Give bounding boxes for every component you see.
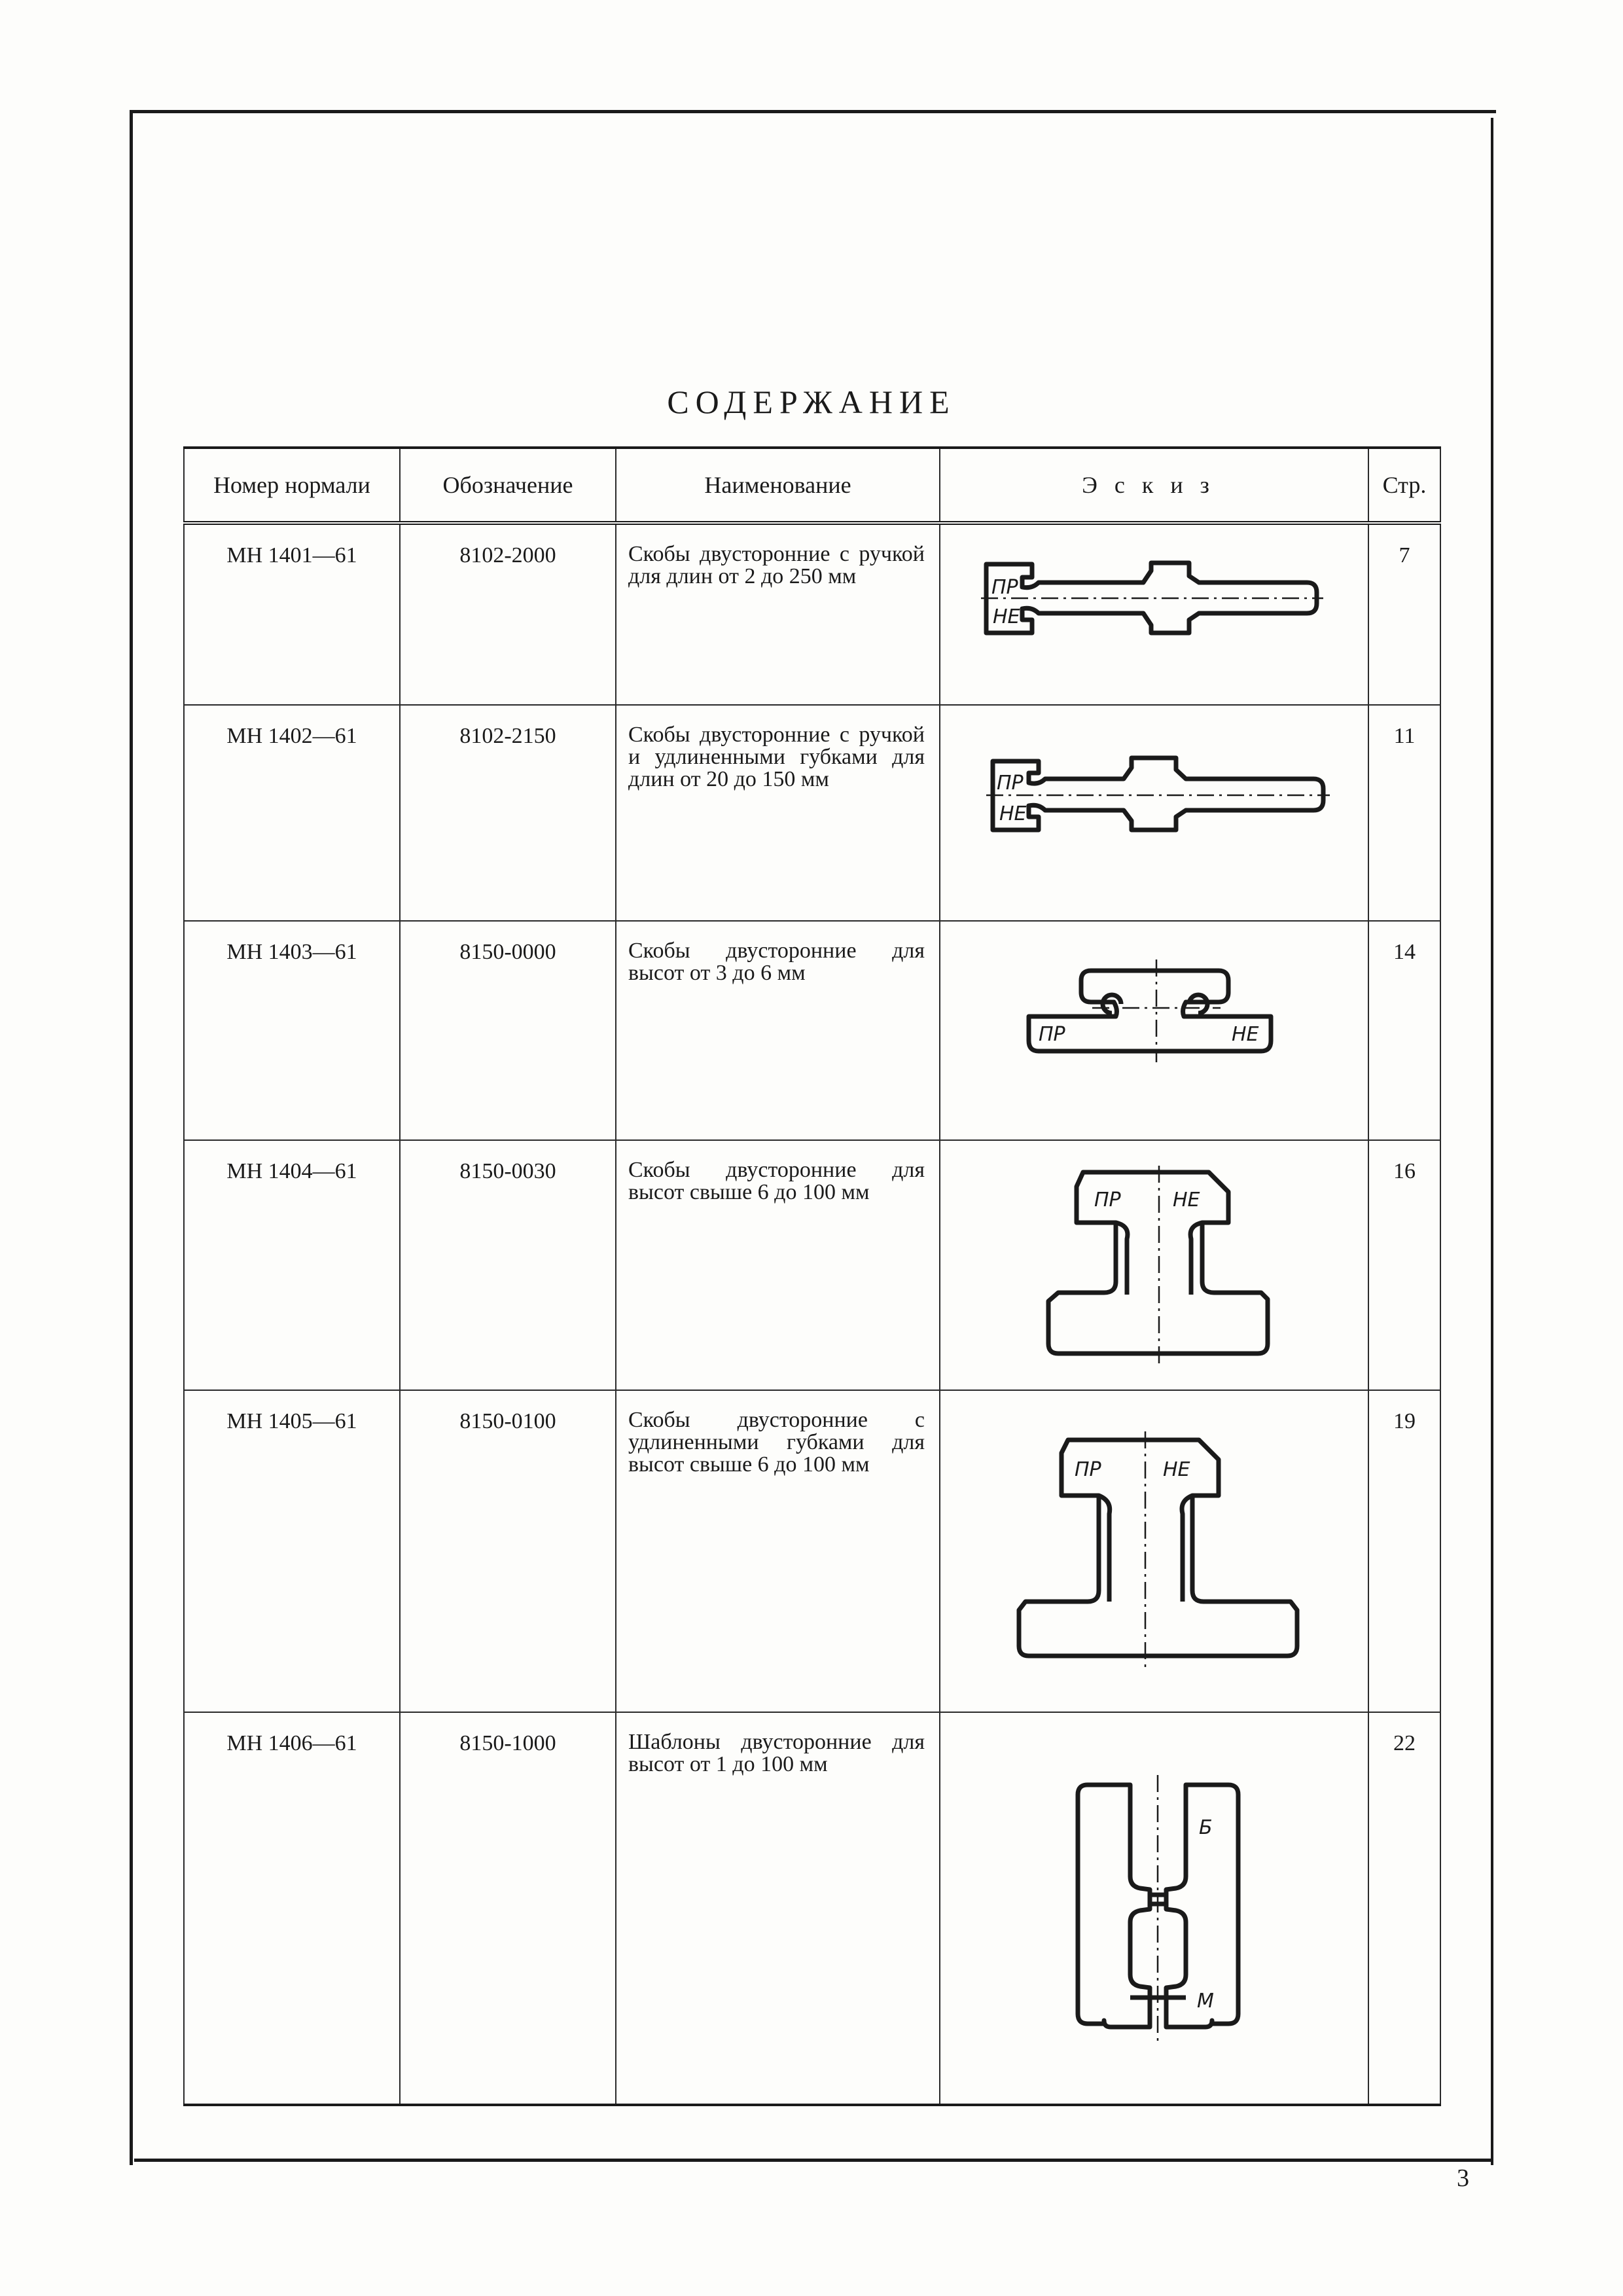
row-number: МН 1406—61 — [184, 1712, 400, 2105]
gauge-outline — [1019, 1440, 1297, 1656]
frame-bottom-line — [134, 2159, 1492, 2162]
row-page: 16 — [1368, 1140, 1440, 1390]
row-number: МН 1403—61 — [184, 921, 400, 1140]
sketch-label-m: М — [1197, 1990, 1214, 2013]
row-sketch — [940, 523, 1368, 705]
template-outline — [1078, 1785, 1150, 2027]
header-number: Номер нормали — [184, 448, 400, 523]
header-sketch: Эскиз — [940, 448, 1368, 523]
table-row — [184, 523, 1440, 705]
table-row — [184, 1712, 1440, 2105]
row-designation: 8150-0030 — [400, 1140, 616, 1390]
row-number: МН 1404—61 — [184, 1140, 400, 1390]
row-sketch — [940, 705, 1368, 921]
sketch-label-pr: ПР — [1039, 1023, 1065, 1046]
header-page: Стр. — [1368, 448, 1440, 523]
sketch-label-ne: НЕ — [993, 605, 1020, 628]
row-name: Скобы двусторонние для высот от 3 до 6 мм — [616, 921, 940, 1140]
row-designation: 8102-2150 — [400, 705, 616, 921]
sketch-label-pr: ПР — [997, 772, 1024, 795]
table-row — [184, 1140, 1440, 1390]
double-sided-gauge-small-sketch — [940, 922, 1366, 1134]
row-name: Скобы двусторонние с ручкой для длин от 2 до 250 мм — [616, 523, 940, 705]
row-page: 22 — [1368, 1712, 1440, 2105]
row-sketch — [940, 1140, 1368, 1390]
sketch-label-ne: НЕ — [1173, 1189, 1200, 1211]
row-page: 7 — [1368, 523, 1440, 705]
row-page: 14 — [1368, 921, 1440, 1140]
table-row — [184, 921, 1440, 1140]
row-sketch — [940, 921, 1368, 1140]
gauge-with-handle-sketch — [940, 525, 1366, 702]
table-row — [184, 705, 1440, 921]
frame-top-line — [130, 110, 1496, 113]
row-designation: 8150-0100 — [400, 1390, 616, 1712]
frame-right-line — [1491, 118, 1493, 2165]
sketch-label-pr: ПР — [1094, 1189, 1121, 1211]
double-sided-template-sketch — [940, 1713, 1366, 2099]
double-sided-gauge-sketch — [940, 1141, 1366, 1384]
gauge-outline — [1048, 1172, 1268, 1354]
row-number: МН 1402—61 — [184, 705, 400, 921]
row-name: Скобы двусторонние с удлиненными губками для высот свыше 6 до 100 мм — [616, 1390, 940, 1712]
row-designation: 8150-1000 — [400, 1712, 616, 2105]
sketch-label-ne: НЕ — [1232, 1023, 1259, 1046]
header-designation: Обозначение — [400, 448, 616, 523]
row-page: 11 — [1368, 705, 1440, 921]
page-title: СОДЕРЖАНИЕ — [667, 384, 956, 420]
row-designation: 8102-2000 — [400, 523, 616, 705]
contents-table — [183, 446, 1441, 2106]
gauge-outline — [993, 758, 1323, 830]
row-designation: 8150-0000 — [400, 921, 616, 1140]
sketch-label-ne: НЕ — [1163, 1458, 1190, 1481]
row-sketch — [940, 1712, 1368, 2105]
row-name: Скобы двусторонние с ручкой и удлиненными губками для длин от 20 до 150 мм — [616, 705, 940, 921]
row-name: Шаблоны двусторонние для высот от 1 до 100 мм — [616, 1712, 940, 2105]
row-sketch — [940, 1390, 1368, 1712]
sketch-label-ne: НЕ — [999, 802, 1027, 825]
sketch-label-pr: ПР — [1075, 1458, 1101, 1481]
header-name: Наименование — [616, 448, 940, 523]
table-header-row — [184, 448, 1440, 523]
sketch-label-pr: ПР — [991, 576, 1018, 599]
row-number: МН 1405—61 — [184, 1390, 400, 1712]
sketch-label-b: Б — [1199, 1816, 1213, 1839]
row-page: 19 — [1368, 1390, 1440, 1712]
double-sided-gauge-extended-jaws-sketch — [940, 1391, 1366, 1706]
row-name: Скобы двусторонние для высот свыше 6 до 100 мм — [616, 1140, 940, 1390]
gauge-with-handle-extended-jaws-sketch — [940, 706, 1366, 915]
page-number: 3 — [1457, 2164, 1469, 2192]
table-row — [184, 1390, 1440, 1712]
row-number: МН 1401—61 — [184, 523, 400, 705]
